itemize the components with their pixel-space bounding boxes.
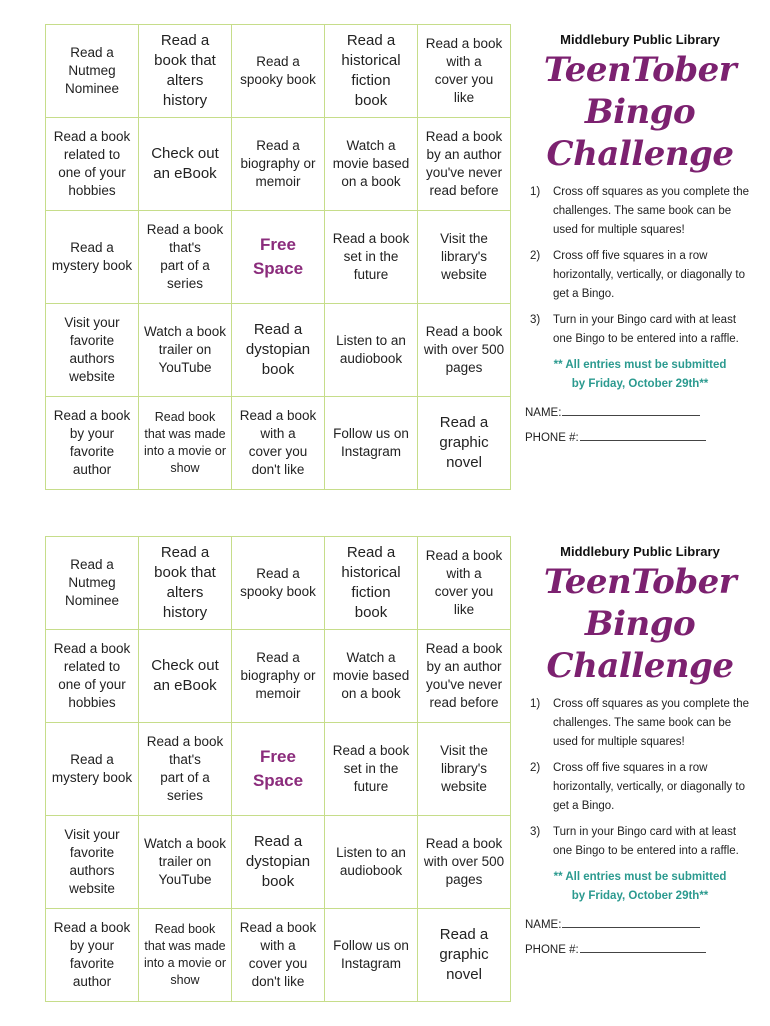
headline-line: TeenTober: [543, 50, 737, 90]
notice-line: by Friday, October 29th**: [571, 378, 709, 390]
bingo-square[interactable]: Read a dystopian book: [232, 304, 325, 397]
bingo-square[interactable]: Read a book with over 500 pages: [418, 816, 511, 909]
bingo-square[interactable]: Read a mystery book: [46, 211, 139, 304]
bingo-square[interactable]: Read a book related to one of your hobbies: [46, 630, 139, 723]
name-label: NAME:: [525, 407, 562, 419]
notice-line: ** All entries must be submitted: [553, 359, 727, 371]
bingo-square[interactable]: Read a Nutmeg Nominee: [46, 25, 139, 118]
instruction-list: [520, 695, 760, 861]
headline: [520, 561, 760, 687]
headline-line: Bingo: [584, 604, 696, 644]
instruction-step: [520, 311, 760, 349]
headline-line: Challenge: [546, 134, 734, 174]
bingo-square[interactable]: Watch a movie based on a book: [325, 118, 418, 211]
step-number: 3): [530, 314, 541, 326]
bingo-square[interactable]: Read a book by your favorite author: [46, 397, 139, 490]
bingo-square[interactable]: Read a spooky book: [232, 537, 325, 630]
bingo-square[interactable]: Read a book that's part of a series: [139, 211, 232, 304]
bingo-square[interactable]: Watch a movie based on a book: [325, 630, 418, 723]
bingo-square[interactable]: Follow us on Instagram: [325, 397, 418, 490]
phone-blank-line[interactable]: [580, 428, 706, 441]
bingo-square[interactable]: Read a book by an author you've never read before: [418, 630, 511, 723]
bingo-square[interactable]: Read a book with a cover you like: [418, 25, 511, 118]
grid-row: [46, 397, 511, 490]
phone-blank-line[interactable]: [580, 940, 706, 953]
bingo-square[interactable]: Visit your favorite authors website: [46, 304, 139, 397]
notice-line: by Friday, October 29th**: [571, 890, 709, 902]
instruction-step: [520, 759, 760, 816]
grid-row: [46, 630, 511, 723]
bingo-square[interactable]: Read a biography or memoir: [232, 118, 325, 211]
bingo-square[interactable]: Check out an eBook: [139, 118, 232, 211]
step-text: Cross off five squares in a row horizontally, vertically, or diagonally to get a Bingo.: [553, 250, 745, 300]
bingo-square[interactable]: Read a spooky book: [232, 25, 325, 118]
instruction-step: [520, 823, 760, 861]
grid-row: [46, 25, 511, 118]
bingo-square[interactable]: Read a book with a cover you don't like: [232, 397, 325, 490]
bingo-square[interactable]: Read book that was made into a movie or show: [139, 909, 232, 1002]
bingo-square[interactable]: Read a book related to one of your hobbies: [46, 118, 139, 211]
bingo-square[interactable]: Read a graphic novel: [418, 397, 511, 490]
bingo-square[interactable]: Read book that was made into a movie or show: [139, 397, 232, 490]
bingo-square[interactable]: Visit the library's website: [418, 211, 511, 304]
instruction-step: [520, 183, 760, 240]
bingo-square[interactable]: Listen to an audiobook: [325, 304, 418, 397]
bingo-square[interactable]: Read a book set in the future: [325, 211, 418, 304]
deadline-notice: [520, 356, 760, 394]
grid-row: [46, 118, 511, 211]
bingo-square[interactable]: Watch a book trailer on YouTube: [139, 816, 232, 909]
step-text: Turn in your Bingo card with at least one Bingo to be entered into a raffle.: [553, 826, 739, 857]
bingo-card-2: [0, 536, 770, 1026]
step-text: Cross off squares as you complete the challenges. The same book can be used for multiple squares!: [553, 698, 750, 748]
step-number: 2): [530, 762, 541, 774]
bingo-square[interactable]: Read a book by an author you've never read before: [418, 118, 511, 211]
bingo-square[interactable]: Read a book with a cover you like: [418, 537, 511, 630]
headline: [520, 49, 760, 175]
bingo-grid: [45, 24, 511, 490]
phone-field[interactable]: [525, 428, 760, 444]
bingo-card-1: [0, 24, 770, 514]
free-space-square[interactable]: Free Space: [232, 723, 325, 816]
name-blank-line[interactable]: [562, 915, 700, 928]
step-text: Cross off five squares in a row horizontally, vertically, or diagonally to get a Bingo.: [553, 762, 745, 812]
headline-line: TeenTober: [543, 562, 737, 602]
bingo-square[interactable]: Visit the library's website: [418, 723, 511, 816]
grid-row: [46, 537, 511, 630]
bingo-square[interactable]: Read a book set in the future: [325, 723, 418, 816]
instructions-panel: [520, 536, 760, 956]
instructions-panel: [520, 24, 760, 444]
phone-field[interactable]: [525, 940, 760, 956]
step-number: 3): [530, 826, 541, 838]
step-text: Turn in your Bingo card with at least one Bingo to be entered into a raffle.: [553, 314, 739, 345]
bingo-square[interactable]: Read a mystery book: [46, 723, 139, 816]
name-field[interactable]: [525, 403, 760, 419]
step-text: Cross off squares as you complete the challenges. The same book can be used for multiple squares!: [553, 186, 750, 236]
step-number: 1): [530, 698, 541, 710]
step-number: 1): [530, 186, 541, 198]
instruction-step: [520, 247, 760, 304]
library-name: Middlebury Public Library: [560, 32, 720, 47]
bingo-square[interactable]: Read a book with a cover you don't like: [232, 909, 325, 1002]
bingo-square[interactable]: Read a biography or memoir: [232, 630, 325, 723]
phone-label: PHONE #:: [525, 432, 579, 444]
bingo-square[interactable]: Visit your favorite authors website: [46, 816, 139, 909]
instruction-step: [520, 695, 760, 752]
bingo-square[interactable]: Read a book by your favorite author: [46, 909, 139, 1002]
bingo-square[interactable]: Read a historical fiction book: [325, 25, 418, 118]
bingo-square[interactable]: Read a Nutmeg Nominee: [46, 537, 139, 630]
bingo-square[interactable]: Watch a book trailer on YouTube: [139, 304, 232, 397]
bingo-square[interactable]: Read a graphic novel: [418, 909, 511, 1002]
name-label: NAME:: [525, 919, 562, 931]
grid-row: [46, 723, 511, 816]
bingo-square[interactable]: Check out an eBook: [139, 630, 232, 723]
bingo-square[interactable]: Listen to an audiobook: [325, 816, 418, 909]
step-number: 2): [530, 250, 541, 262]
library-name: Middlebury Public Library: [560, 544, 720, 559]
name-blank-line[interactable]: [562, 403, 700, 416]
bingo-square[interactable]: Read a dystopian book: [232, 816, 325, 909]
free-space-square[interactable]: Free Space: [232, 211, 325, 304]
instruction-list: [520, 183, 760, 349]
notice-line: ** All entries must be submitted: [553, 871, 727, 883]
grid-row: [46, 211, 511, 304]
phone-label: PHONE #:: [525, 944, 579, 956]
bingo-square[interactable]: Follow us on Instagram: [325, 909, 418, 1002]
grid-row: [46, 909, 511, 1002]
deadline-notice: [520, 868, 760, 906]
grid-row: [46, 816, 511, 909]
bingo-square[interactable]: Read a book that's part of a series: [139, 723, 232, 816]
bingo-square[interactable]: Read a book that alters history: [139, 537, 232, 630]
bingo-square[interactable]: Read a book that alters history: [139, 25, 232, 118]
bingo-square[interactable]: Read a historical fiction book: [325, 537, 418, 630]
headline-line: Challenge: [546, 646, 734, 686]
grid-row: [46, 304, 511, 397]
name-field[interactable]: [525, 915, 760, 931]
bingo-grid: [45, 536, 511, 1002]
bingo-square[interactable]: Read a book with over 500 pages: [418, 304, 511, 397]
headline-line: Bingo: [584, 92, 696, 132]
